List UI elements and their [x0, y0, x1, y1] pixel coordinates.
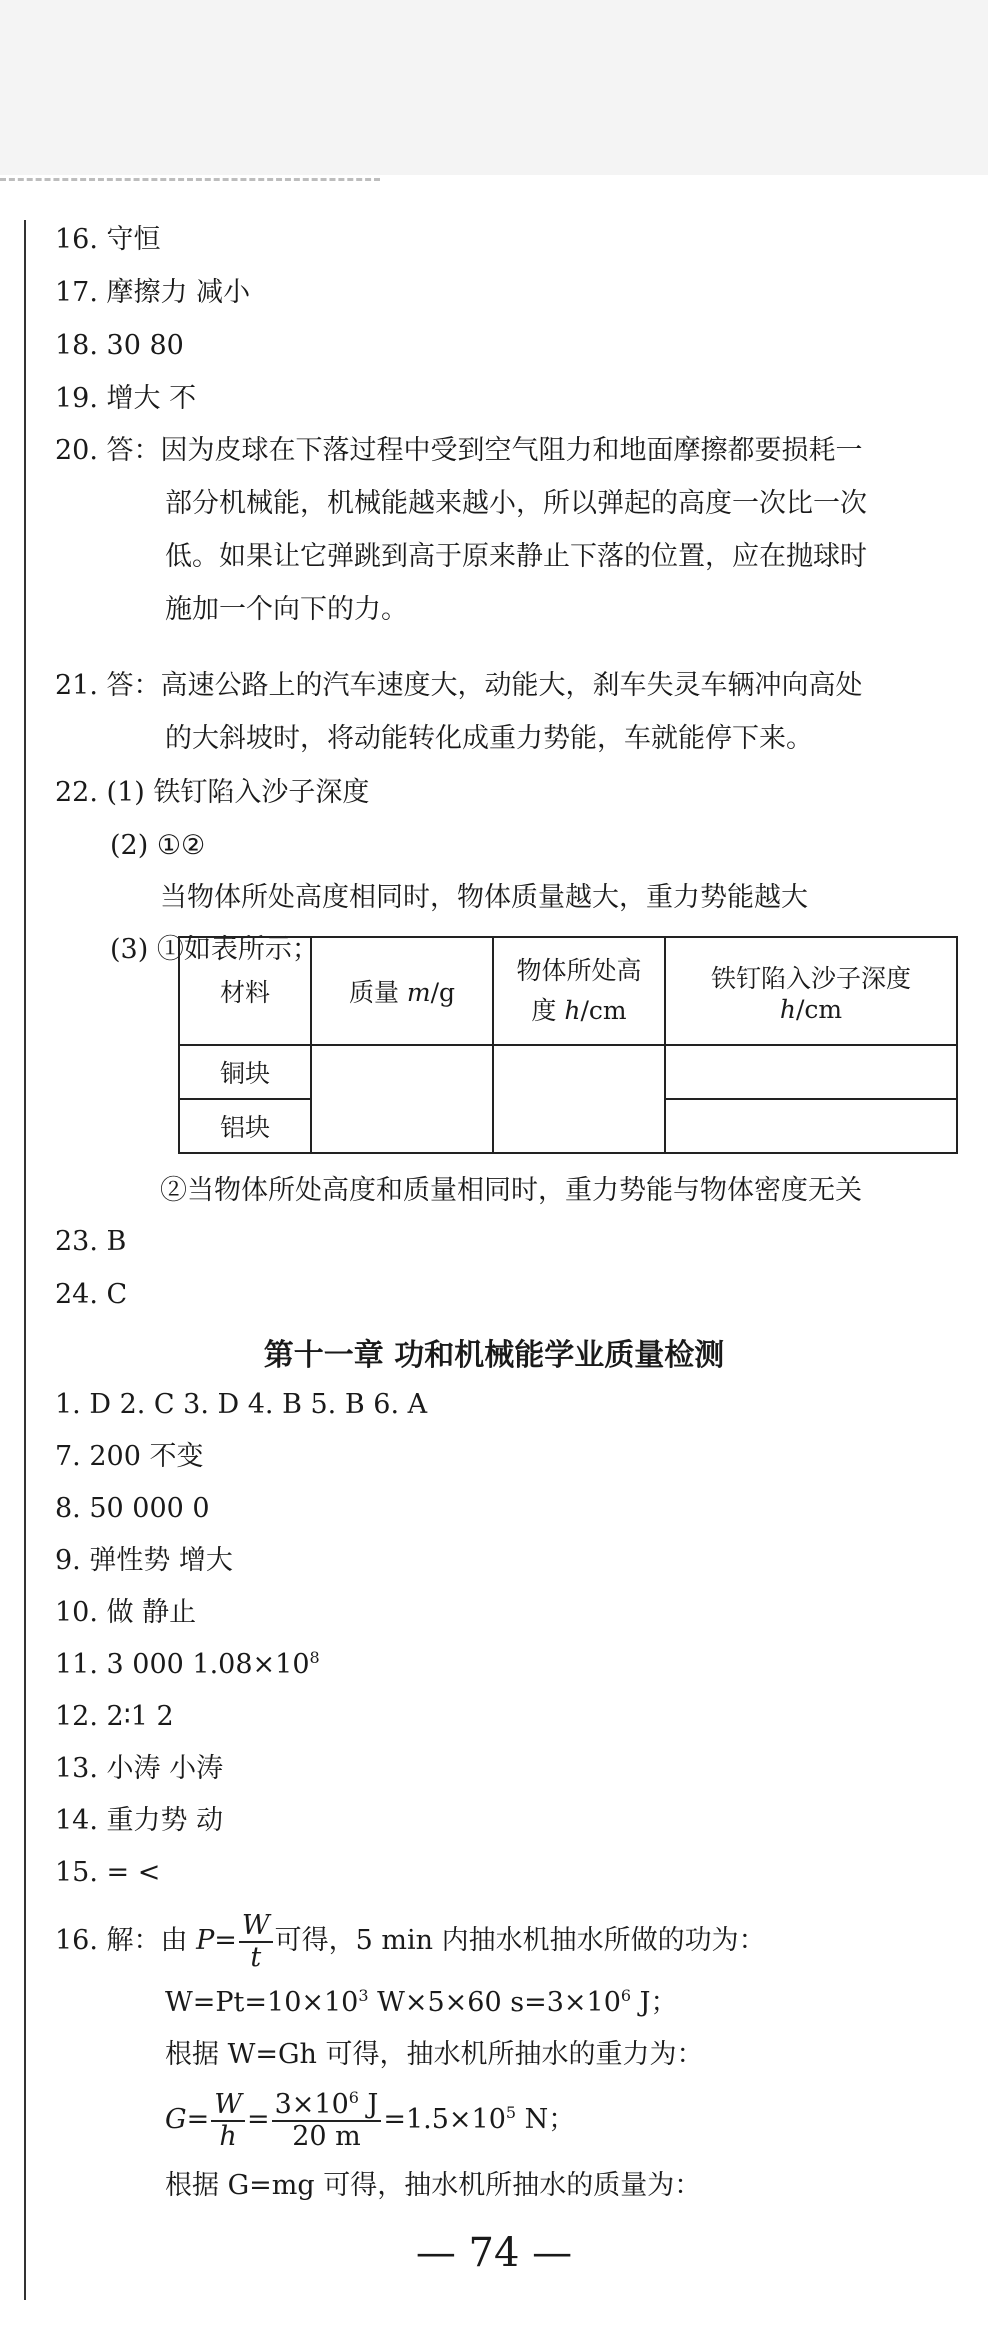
answer-22-part1: 22. (1) 铁钉陷入沙子深度	[55, 777, 370, 808]
fraction-work-over-height: $\frac{3\times 10^6 J}{20 m}$	[272, 2090, 382, 2152]
ch-answer-13: 13. 小涛 小涛	[55, 1753, 224, 1784]
ch-answer-7: 7. 200 不变	[55, 1441, 204, 1472]
row-copper: 铜块	[179, 1045, 311, 1099]
ch-answer-10: 10. 做 静止	[55, 1597, 197, 1628]
cell-depth-copper	[665, 1045, 957, 1099]
answer-21-line1: 21. 答：高速公路上的汽车速度大，动能大，刹车失灵车辆冲向高处	[55, 670, 863, 701]
answer-20-line2: 部分机械能，机械能越来越小，所以弹起的高度一次比一次	[165, 488, 867, 519]
q16-work-line: $W=Pt=10\times 10^3$ W×5×60 $s=3\times 10^6$ J；	[165, 1986, 678, 2018]
answer-20-line1: 20. 答：因为皮球在下落过程中受到空气阻力和地面摩擦都要损耗一	[55, 435, 863, 466]
q16-intro: 16. 解：由 P= $\frac{W}{t}$ 可得，5 min 内抽水机抽水所做的功为：	[55, 1909, 766, 1973]
answer-18: 18. 30 80	[55, 330, 184, 361]
col-header-mass: 质量 m/g	[311, 937, 493, 1045]
margin-rule	[24, 220, 26, 2300]
answer-19: 19. 增大 不	[55, 383, 197, 414]
answer-17: 17. 摩擦力 减小	[55, 277, 251, 308]
chapter-title: 第十一章 功和机械能学业质量检测	[263, 1338, 725, 1373]
ch-answer-12: 12. 2∶1 2	[55, 1701, 174, 1732]
row-aluminum: 铝块	[179, 1099, 311, 1153]
answer-20-line4: 施加一个向下的力。	[165, 594, 408, 625]
answer-16: 16. 守恒	[55, 224, 161, 255]
ch-answer-8: 8. 50 000 0	[55, 1493, 210, 1524]
answer-22-part3-conclusion: ②当物体所处高度和质量相同时，重力势能与物体密度无关	[160, 1175, 862, 1206]
answer-23: 23. B	[55, 1226, 127, 1257]
q16-gravity-calc: G= $\frac{W}{h}$ = $\frac{3\times 10^6 J}{20 m}$ $=1.5\times 10^5$ N；	[165, 2087, 576, 2152]
ch-answer-15: 15. = <	[55, 1857, 161, 1888]
answer-22-part3: (3) ①如表所示；	[110, 934, 319, 965]
ch-answer-11: 11. 3 000 $1.08\times 10^8$	[55, 1648, 320, 1680]
fraction-w-over-t: $\frac{W}{t}$	[239, 1911, 273, 1973]
answer-22-part2-conclusion: 当物体所处高度相同时，物体质量越大，重力势能越大	[160, 882, 808, 913]
q16-gravity-intro: 根据 W=Gh 可得，抽水机所抽水的重力为：	[165, 2039, 704, 2070]
page-number: — 74 —	[415, 2230, 573, 2276]
scan-header-band	[0, 0, 988, 175]
cell-depth-aluminum	[665, 1099, 957, 1153]
answer-20-line3: 低。如果让它弹跳到高于原来静止下落的位置，应在抛球时	[165, 541, 867, 572]
cell-height	[493, 1045, 665, 1153]
answer-24: 24. C	[55, 1279, 128, 1310]
answer-21-line2: 的大斜坡时，将动能转化成重力势能，车就能停下来。	[165, 723, 813, 754]
cell-mass	[311, 1045, 493, 1153]
fraction-w-over-h: $\frac{W}{h}$	[211, 2090, 245, 2152]
ch-answer-14: 14. 重力势 动	[55, 1805, 224, 1836]
answer-22-part2: (2) ①②	[110, 830, 206, 861]
ch-answers-1-6: 1. D 2. C 3. D 4. B 5. B 6. A	[55, 1389, 428, 1420]
col-header-height: 物体所处高 度 h/cm	[493, 937, 665, 1045]
data-table	[178, 936, 958, 1154]
col-header-depth: 铁钉陷入沙子深度 h/cm	[665, 937, 957, 1045]
dashed-divider	[0, 178, 380, 181]
col-header-material: 材料	[179, 937, 311, 1045]
ch-answer-9: 9. 弹性势 增大	[55, 1545, 233, 1576]
q16-mass-intro: 根据 G=mg 可得，抽水机所抽水的质量为：	[165, 2170, 702, 2201]
